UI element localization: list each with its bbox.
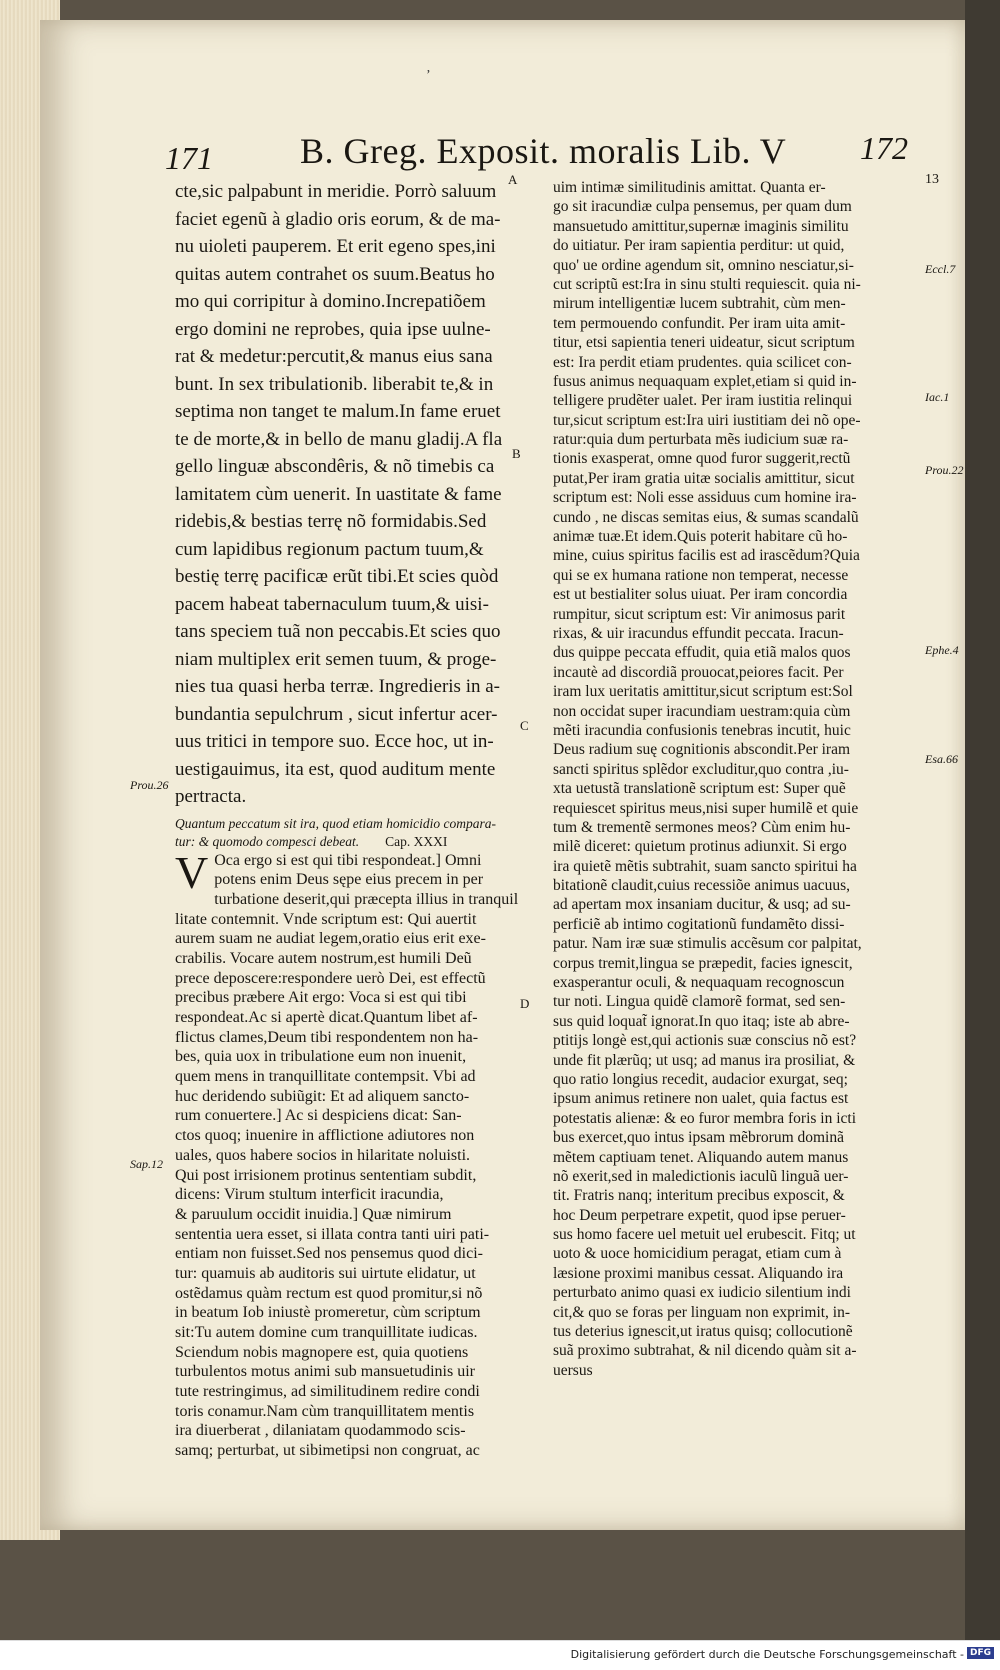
text-line: bunt. In sex tribulationib. liberabit te,& in bbox=[175, 373, 494, 395]
margin-note-prou-22: Prou.22 bbox=[925, 463, 964, 477]
text-line: hoc Deum perpetrare expetit, quod ipse peruer- bbox=[553, 1206, 846, 1224]
text-line: bus exercet,quo intus ipsam mẽbrorum dominã bbox=[553, 1129, 844, 1147]
text-line: ctos quoq; inuenire in afflictione adiutores non bbox=[175, 1127, 475, 1145]
text-line: dicens: Virum stultum interficit iracundia, bbox=[175, 1186, 444, 1204]
text-line: uersus bbox=[553, 1361, 593, 1379]
text-line: in beatum Iob iniustè promeretur, cùm scriptum bbox=[175, 1304, 481, 1322]
section-letter-c: C bbox=[520, 718, 529, 733]
text-line: tur: quamuis ab auditoris sui uirtute elidatur, ut bbox=[175, 1264, 476, 1282]
text-line: ridebis,& bestias terrę nõ formidabis.Sed bbox=[175, 511, 487, 532]
text-line: rat & medetur:percutit,& manus eius sana bbox=[175, 346, 493, 367]
margin-note-eccl-7: Eccl.7 bbox=[925, 262, 956, 276]
margin-note-13: 13 bbox=[925, 172, 939, 187]
text-line: rumpitur, sicut scriptum est: Vir animosus parit bbox=[553, 605, 846, 623]
text-line: tum & trementẽ sermones meos? Cùm enim hu- bbox=[553, 818, 851, 836]
folio-left: 171 bbox=[165, 140, 213, 176]
text-line: cundo , ne discas semitas eius, & sumas scandalũ bbox=[553, 508, 859, 526]
text-line: samq; perturbat, ut sibimetipsi non congruat, ac bbox=[175, 1442, 480, 1460]
drop-cap-letter: V bbox=[175, 846, 209, 898]
chapter-title-line-1: Quantum peccatum sit ira, quod etiam homicidio compara- bbox=[175, 815, 496, 831]
text-line: toris conamur.Nam cùm tranquillitatem mentis bbox=[175, 1402, 475, 1420]
text-line: quo' ue ordine agendum sit, omnino nesciatur,si- bbox=[553, 256, 854, 274]
text-line: sus homo facere uel metuit uel erubescit. Fitq; ut bbox=[553, 1226, 856, 1244]
text-line: rixas, & uir iracundus effundit peccata. Iracun- bbox=[553, 624, 844, 642]
running-title: B. Greg. Exposit. moralis Lib. V bbox=[300, 131, 787, 171]
text-line: perficiẽ ab intimo cogitationũ fundamẽto dissi- bbox=[553, 915, 845, 933]
text-line: & paruulum occidit inuidia.] Quæ nimirum bbox=[175, 1205, 452, 1223]
text-line: ipsum animus retinere non ualet, quia factus est bbox=[553, 1090, 849, 1108]
page-mark: ʼ bbox=[426, 68, 431, 83]
text-line: telligere prudẽter ualet. Per iram iustitia relinqui bbox=[553, 392, 853, 410]
chapter-title bbox=[175, 815, 545, 851]
text-line: putat,Per iram gratia uitæ socialis amittitur, sicut bbox=[553, 469, 855, 487]
text-line: corpus tremit,lingua se præpedit, facies ignescit, bbox=[553, 954, 853, 972]
text-line: tem permouendo confundit. Per iram uita amit- bbox=[553, 314, 846, 332]
text-line: suã proximo subtrahat, & nil dicendo quàm sit a- bbox=[553, 1342, 857, 1360]
text-line: tus deterius ignescit,ut iratus quisq; collocutionẽ bbox=[553, 1323, 853, 1341]
margin-note-ephe-4: Ephe.4 bbox=[925, 643, 959, 657]
text-line: turbatione deserit,qui præcepta illius in tranquil bbox=[214, 890, 519, 908]
scan-background-strip bbox=[965, 0, 1000, 1669]
text-line: bes, quia uox in tribulatione eum non inuenit, bbox=[175, 1048, 467, 1066]
text-line: nies tua quasi herba terræ. Ingredieris in a- bbox=[175, 676, 500, 697]
text-line: Sciendum nobis magnopere est, quia quotiens bbox=[175, 1343, 469, 1361]
section-letter-a: A bbox=[508, 172, 518, 187]
text-line: fusus animus nequaquam explet,etiam si quid in- bbox=[553, 372, 857, 390]
text-line: sententia uera esset, si illata contra tanti uiri pati- bbox=[175, 1225, 490, 1243]
text-line: animæ tuæ.Et idem.Quis poterit habitare cũ ho- bbox=[553, 528, 848, 546]
text-line: go sit iracundiæ culpa pensemus, per quam dum bbox=[553, 198, 852, 216]
text-line: quitas autem contrahet os suum.Beatus ho bbox=[175, 263, 495, 285]
chapter-title-line-2: tur: & quomodo compesci debeat. bbox=[175, 833, 360, 849]
text-line: turbulentos motus animi sub mansuetudinis uir bbox=[175, 1363, 475, 1381]
text-line: nu uioleti pauperem. Et erit egeno spes,ini bbox=[175, 236, 496, 257]
left-body-paragraph bbox=[175, 846, 545, 1461]
text-line: bundantia sepulchrum , sicut infertur acer- bbox=[175, 703, 498, 725]
text-line: te de morte,& in bello de manu gladij.A fla bbox=[175, 428, 503, 450]
text-line: flictus clames,Deum tibi respondentem non ha- bbox=[175, 1028, 479, 1046]
text-line: entiam non fuisset.Sed nos pensemus quod dici- bbox=[175, 1245, 483, 1263]
text-line: potestatis alienæ: & eo furor membra foris in icti bbox=[553, 1109, 857, 1127]
text-line: patur. Nam iræ suæ stimulis accẽsum cor palpitat, bbox=[553, 935, 862, 953]
text-line: crabilis. Vocare autem nostrum,est humili Deũ bbox=[175, 949, 472, 967]
text-line: est: Ira perdit etiam prudentes. quia scilicet con- bbox=[553, 353, 852, 371]
text-line: milẽ diceret: quietum protinus adiunxit. Si ergo bbox=[553, 838, 847, 856]
margin-note-prou-26: Prou.26 bbox=[130, 778, 169, 792]
text-line: cte,sic palpabunt in meridie. Porrò saluum bbox=[175, 181, 497, 202]
text-line: ptitijs longè est,qui actionis suæ conscius nõ est? bbox=[553, 1032, 857, 1050]
text-line: uim intimæ similitudinis amittat. Quanta er- bbox=[553, 179, 826, 196]
text-line: perturbato animo quasi ex iudicio silentium indi bbox=[553, 1284, 851, 1302]
text-line: tur,sicut scriptum est:Ira uiri iustitiam dei nõ ope- bbox=[553, 411, 861, 429]
text-line: prece deposcere:respondere uerò Dei, est effectũ bbox=[175, 969, 486, 987]
text-line: rum conuertere.] Ac si despiciens dicat: San- bbox=[175, 1107, 462, 1125]
margin-note-sap-12: Sap.12 bbox=[130, 1157, 163, 1171]
left-column bbox=[175, 178, 545, 1461]
text-line: mirum intelligentiæ lucem subtrahit, cùm men- bbox=[553, 295, 846, 313]
text-line: tionis exasperat, omne quod furor suggerit,rectũ bbox=[553, 450, 851, 468]
text-line: cit,& quo se foras per linguam non exprimit, in- bbox=[553, 1303, 851, 1321]
text-line: tans speciem tuã non peccabis.Et scies quo bbox=[175, 621, 501, 642]
text-line: do uitiatur. Per iram sapientia perditur: ut quid, bbox=[553, 237, 845, 255]
text-line: scriptum est: Noli esse assiduus cum homine ira- bbox=[553, 489, 857, 507]
text-line: qui se ex humana ratione non temperat, necesse bbox=[553, 566, 849, 584]
section-letter-d: D bbox=[520, 996, 530, 1011]
text-line: sit:Tu autem domine cum tranquillitate iudicas. bbox=[175, 1324, 478, 1341]
text-line bbox=[553, 1380, 913, 1399]
section-letter-b: B bbox=[512, 446, 521, 461]
text-line: exasperantur oculi, & nequaquam recognoscun bbox=[553, 974, 845, 992]
text-line: pertracta. bbox=[175, 786, 247, 807]
text-line: litate contemnit. Vnde scriptum est: Qui auertit bbox=[175, 910, 477, 928]
text-line: tute restringimus, ad similitudinem redire condi bbox=[175, 1383, 480, 1401]
text-line: Deus radium suę cognitionis abscondit.Per iram bbox=[553, 741, 851, 759]
footer-bar bbox=[0, 1640, 1000, 1670]
text-line: respondeat.Ac si apertè dicat.Quantum libet af- bbox=[175, 1009, 478, 1026]
text-line: incautè ad discordiã prouocat,peiores facit. Per bbox=[553, 663, 844, 681]
text-line: uoto & uoce homicidium peragat, etiam cum à bbox=[553, 1245, 842, 1263]
right-column bbox=[553, 178, 913, 1400]
text-line: mẽtem captiuam tenet. Aliquando autem manus bbox=[553, 1148, 849, 1166]
text-line: quo ratio longius recedit, audacior exurgat, seq; bbox=[553, 1070, 848, 1088]
text-line: læsione proximi manibus cessat. Aliquando ira bbox=[553, 1264, 844, 1282]
text-line: precibus præbere Ait ergo: Voca si est qui tibi bbox=[175, 989, 467, 1007]
text-line: xta uetustã translationẽ scriptum est: Super quẽ bbox=[553, 780, 846, 798]
text-line: titur, etsi sapientia teneri uideatur, sicut scriptum bbox=[553, 334, 855, 352]
text-line: ira quietẽ mẽtis subtrahit, suam sancto spiritui ha bbox=[553, 857, 857, 875]
text-line: gello linguæ abscondêris, & nõ timebis ca bbox=[175, 456, 495, 477]
text-line: nõ exerit,sed in maledictionis iaculũ linguã uer- bbox=[553, 1167, 849, 1185]
margin-note-iac-1: Iac.1 bbox=[925, 390, 950, 404]
text-line: ad apertam mox insaniam ducitur, & usq; ad su- bbox=[553, 896, 851, 914]
text-line: lamitatem cùm uenerit. In uastitate & fame bbox=[175, 483, 502, 505]
text-line: ergo domini ne reprobes, quia ipse uulne- bbox=[175, 318, 491, 340]
text-line: uus tritici in tempore suo. Ecce hoc, ut in- bbox=[175, 731, 494, 752]
text-line: septima non tanget te malum.In fame eruet bbox=[175, 401, 501, 422]
funding-credit: Digitalisierung gefördert durch die Deutsche Forschungsgemeinschaft - bbox=[570, 1648, 964, 1661]
text-line: cum lapidibus regionum pactum tuum,& bbox=[175, 538, 484, 560]
text-line: cut scriptũ est:Ira in sinu stulti requiescit. quia ni- bbox=[553, 275, 861, 293]
text-line: faciet egenũ à gladio oris eorum, & de ma- bbox=[175, 208, 501, 230]
text-line: mansuetudo amittitur,supernæ imaginis similitu bbox=[553, 217, 849, 235]
text-line: niam multiplex erit semen tuum, & proge- bbox=[175, 648, 497, 670]
text-line: Qui post irrisionem protinus sententiam subdit, bbox=[175, 1166, 477, 1184]
text-line: pacem habeat tabernaculum tuum,& uisi- bbox=[175, 593, 489, 615]
text-line: tur noti. Lingua quidẽ clamorẽ format, sed sen- bbox=[553, 993, 846, 1011]
text-line: sus quid loquat̃ ignorat.In quo itaq; iste ab abre- bbox=[553, 1012, 850, 1030]
text-line: aurem suam ne audiat legem,oratio eius erit exe- bbox=[175, 930, 486, 948]
text-line: requiescet spiritus meus,nisi super humilẽ et quie bbox=[553, 799, 859, 817]
text-line: uales, quos habere socios in hilaritate noluisti. bbox=[175, 1146, 471, 1164]
text-line: ira diuerberat , dilaniatam quodammodo scis- bbox=[175, 1422, 466, 1440]
text-line: bestię terrę pacificæ erũt tibi.Et scies quòd bbox=[175, 566, 499, 587]
margin-note-esa-66: Esa.66 bbox=[925, 752, 958, 766]
text-line: bitationẽ claudit,cuius recessiõe animus uacuus, bbox=[553, 877, 850, 895]
text-line: dus quippe peccata effudit, quia etiã malos quos bbox=[553, 644, 851, 662]
text-line: uestigauimus, ita est, quod auditum mente bbox=[175, 758, 496, 780]
text-line: huc deridendo subiũgit: Et ad aliquem sancto- bbox=[175, 1087, 470, 1105]
chapter-number: Cap. XXXI bbox=[385, 833, 448, 849]
text-line: tit. Fratris nanq; interitum precibus exposcit, & bbox=[553, 1187, 845, 1205]
text-line: mẽti iracundia confusionis tenebras incutit, huic bbox=[553, 721, 851, 739]
text-line: mo qui corripitur à domino.Increpatiõem bbox=[175, 291, 486, 312]
text-line: sancti spiritus splẽdor excluditur,quo contra ,iu- bbox=[553, 760, 849, 778]
text-line: est ut bestialiter solus uiuat. Per iram concordia bbox=[553, 586, 848, 604]
text-line: non occidat super iracundiam uestram:quia cùm bbox=[553, 702, 851, 720]
text-line: potens enim Deus sępe eius precem in per bbox=[214, 871, 484, 889]
text-line: mine, cuius spiritus facilis est ad irascẽdum?Quia bbox=[553, 547, 860, 565]
text-line: quem mens in tranquillitate contempsit. Vbi ad bbox=[175, 1068, 476, 1086]
folio-right: 172 bbox=[860, 130, 908, 166]
text-line: Oca ergo si est qui tibi respondeat.] Omni bbox=[214, 851, 482, 869]
text-line: iram lux ueritatis amittitur,sicut scriptum est:Sol bbox=[553, 683, 853, 701]
dfg-logo: DFG bbox=[967, 1647, 994, 1659]
left-top-paragraph bbox=[175, 178, 545, 811]
text-line: unde fit plærũq; ut usq; ad manus ira prosiliat, & bbox=[553, 1051, 856, 1069]
text-line: ostẽdamus quàm rectum est quod promitur,si nõ bbox=[175, 1284, 483, 1302]
text-line: ratur:quia dum perturbata mẽs iudicium suæ ra- bbox=[553, 431, 849, 449]
